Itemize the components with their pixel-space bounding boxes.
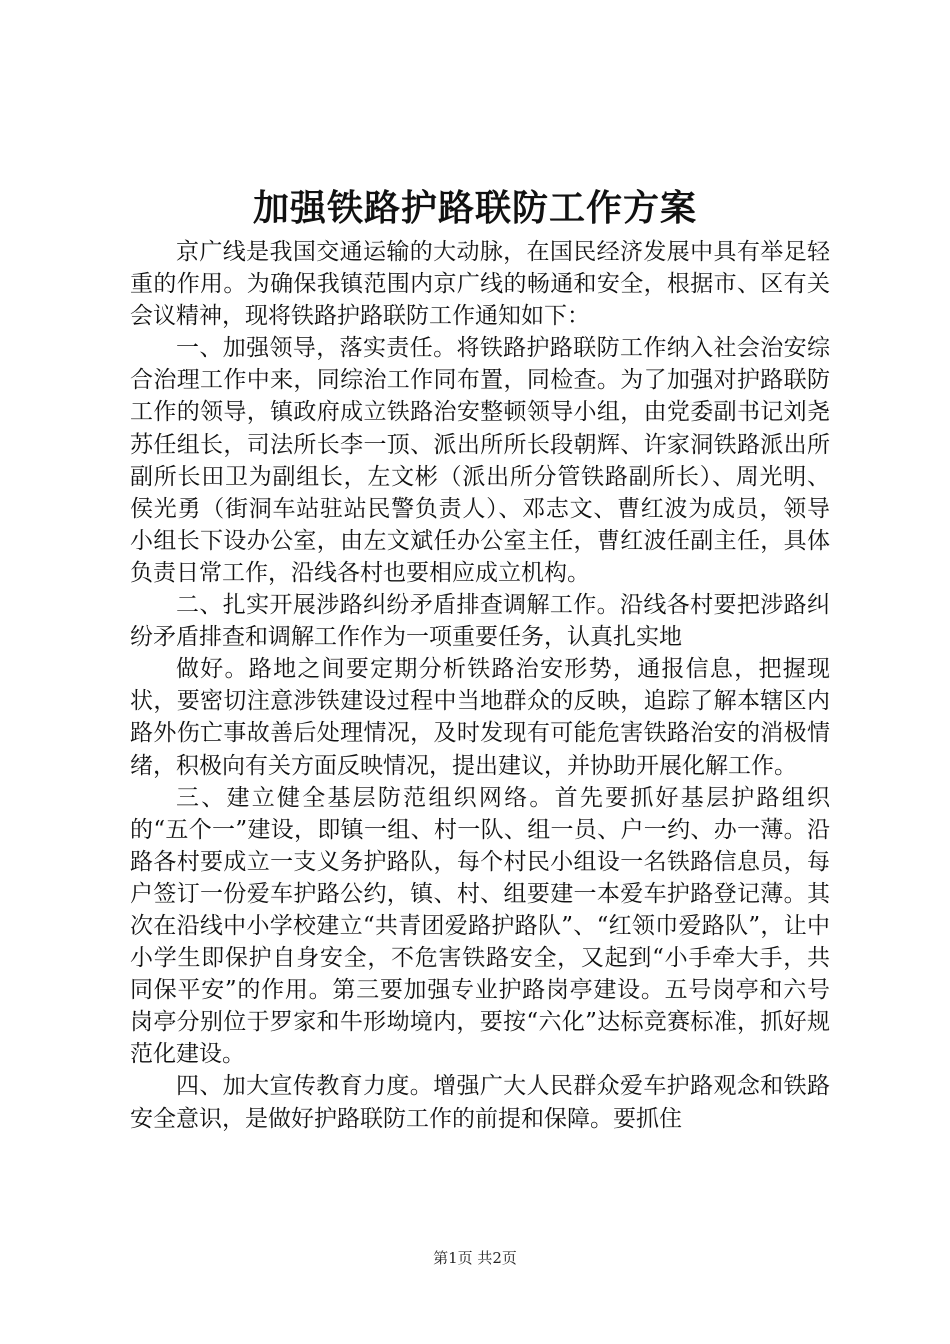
paragraph-section-3: 三、建立健全基层防范组织网络。首先要抓好基层护路组织的“五个一”建设，即镇一组、村一队、组一员、户一约、办一薄。沿路各村要成立一支义务护路队，每个村民小组设一名铁路信息员，每户签订一份爱车护路公约，镇、村、组要建一本爱车护路登记薄。其次在沿线中小学校建立“共青团爱路护路队”、“红领巾爱路队”，让中小学生即保护自身安全，不危害铁路安全，又起到“小手牵大手，共同保平安”的作用。第三要加强专业护路岗亭建设。五号岗亭和六号岗亭分别位于罗家和牛形坳境内，要按“六化”达标竞赛标准，抓好规范化建设。 bbox=[130, 784, 830, 1068]
paragraph-section-2: 二、扎实开展涉路纠纷矛盾排查调解工作。沿线各村要把涉路纠纷矛盾排查和调解工作作为一项重要任务，认真扎实地 bbox=[130, 592, 830, 651]
document-body bbox=[130, 236, 830, 1135]
page-footer: 第1页 共2页 bbox=[433, 1249, 517, 1267]
paragraph-section-1: 一、加强领导，落实责任。将铁路护路联防工作纳入社会治安综合治理工作中来，同综治工作同布置，同检查。为了加强对护路联防工作的领导，镇政府成立铁路治安整顿领导小组，由党委副书记刘尧苏任组长，司法所长李一顶、派出所所长段朝辉、许家洞铁路派出所副所长田卫为副组长，左文彬（派出所分管铁路副所长）、周光明、侯光勇（街洞车站驻站民警负责人）、邓志文、曹红波为成员，领导小组长下设办公室，由左文斌任办公室主任，曹红波任副主任，具体负责日常工作，沿线各村也要相应成立机构。 bbox=[130, 335, 830, 586]
paragraph-section-4: 四、加大宣传教育力度。增强广大人民群众爱车护路观念和铁路安全意识，是做好护路联防工作的前提和保障。要抓住 bbox=[130, 1073, 830, 1132]
paragraph-intro: 京广线是我国交通运输的大动脉，在国民经济发展中具有举足轻重的作用。为确保我镇范围内京广线的畅通和安全，根据市、区有关会议精神，现将铁路护路联防工作通知如下： bbox=[130, 239, 830, 330]
paragraph-section-2-continued: 做好。路地之间要定期分析铁路治安形势，通报信息，把握现状，要密切注意涉铁建设过程中当地群众的反映，追踪了解本辖区内路外伤亡事故善后处理情况，及时发现有可能危害铁路治安的消极情绪，积极向有关方面反映情况，提出建议，并协助开展化解工作。 bbox=[130, 656, 830, 779]
document-title: 加强铁路护路联防工作方案 bbox=[252, 187, 697, 229]
